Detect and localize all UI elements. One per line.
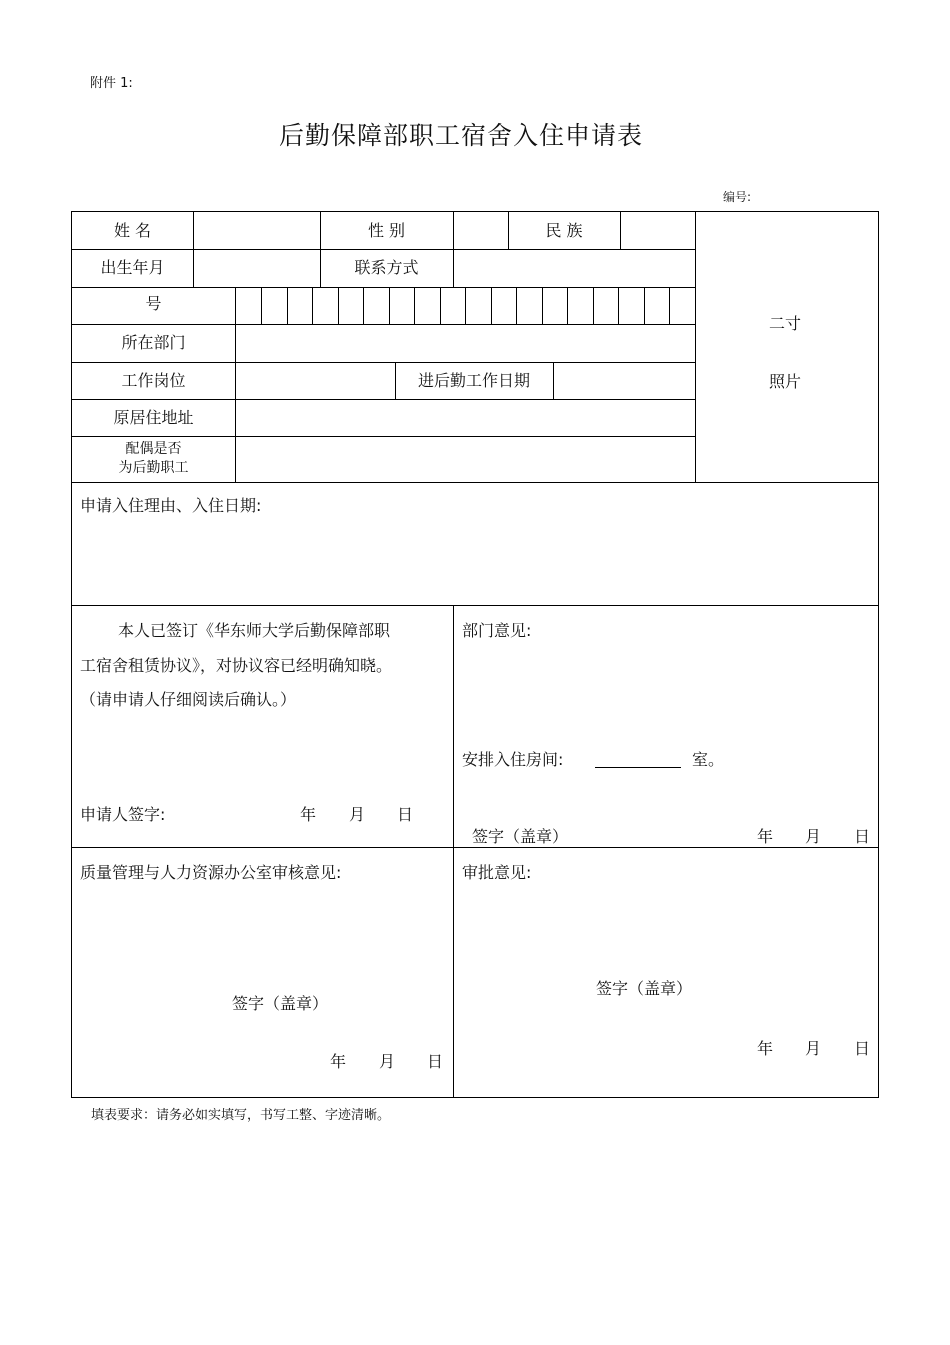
row-divider	[72, 847, 878, 848]
name-input[interactable]	[194, 212, 320, 249]
hr-date-day: 日	[427, 1052, 444, 1071]
birth-label: 出生年月	[100, 258, 165, 278]
row-divider	[72, 482, 878, 483]
dept-date-year: 年	[757, 827, 774, 846]
gender-label: 性 别	[367, 220, 406, 240]
department-label: 所在部门	[121, 333, 186, 353]
dept-date-month: 月	[805, 827, 822, 846]
reason-label: 申请入住理由、入住日期:	[80, 496, 262, 515]
id-number-label: 号	[145, 294, 162, 313]
position-input[interactable]	[236, 362, 395, 399]
approval-date-day: 日	[854, 1039, 871, 1058]
dept-opinion-label: 部门意见:	[462, 621, 532, 640]
photo-label: 照片	[769, 372, 802, 391]
id-number-input[interactable]	[236, 287, 695, 324]
room-number-field[interactable]	[595, 767, 681, 768]
section-divider	[453, 605, 454, 1098]
spouse-input[interactable]	[236, 436, 695, 482]
applicant-date-month: 月	[349, 805, 366, 824]
position-label: 工作岗位	[121, 370, 186, 390]
contact-input[interactable]	[454, 249, 695, 287]
contact-label: 联系方式	[354, 258, 419, 278]
dept-date-day: 日	[854, 827, 871, 846]
agreement-line2: 工宿舍租赁协议》，对协议容已经明确知晓。	[80, 656, 393, 675]
row-divider	[72, 605, 878, 606]
birth-input[interactable]	[194, 249, 320, 287]
hr-date-year: 年	[330, 1052, 347, 1071]
application-form	[71, 211, 879, 1098]
approval-label: 审批意见:	[462, 863, 532, 882]
approval-date-year: 年	[757, 1039, 774, 1058]
former-address-input[interactable]	[236, 399, 695, 436]
spouse-label	[72, 436, 235, 482]
applicant-date-day: 日	[397, 805, 414, 824]
form-title: 后勤保障部职工宿舍入住申请表	[278, 121, 643, 150]
applicant-signature-label: 申请人签字:	[80, 805, 166, 824]
join-date-label: 进后勤工作日期	[417, 370, 530, 390]
hr-signature-label: 签字（盖章）	[232, 994, 329, 1013]
reason-input[interactable]	[72, 517, 878, 602]
approval-date-month: 月	[805, 1039, 822, 1058]
former-address-label: 原居住地址	[113, 407, 194, 427]
room-label: 安排入住房间:	[462, 750, 564, 769]
ethnicity-input[interactable]	[621, 212, 695, 249]
ethnicity-label: 民 族	[545, 220, 583, 240]
spouse-label-line1: 配偶是否	[125, 441, 182, 458]
department-input[interactable]	[236, 324, 695, 362]
attachment-label: 附件 1:	[90, 76, 133, 91]
join-date-input[interactable]	[554, 362, 695, 399]
photo-label-size: 二寸	[769, 314, 802, 333]
approval-signature-label: 签字（盖章）	[596, 979, 693, 998]
name-label: 姓 名	[113, 220, 152, 240]
agreement-line1: 本人已签订《华东师大学后勤保障部职	[118, 621, 391, 640]
hr-date-month: 月	[379, 1052, 396, 1071]
gender-input[interactable]	[454, 212, 508, 249]
room-suffix: 室。	[692, 750, 725, 769]
agreement-line3: （请申请人仔细阅读后确认。）	[80, 690, 297, 709]
applicant-date-year: 年	[300, 805, 317, 824]
spouse-label-line2: 为后勤职工	[118, 460, 189, 476]
footer-note: 填表要求：请务必如实填写，书写工整、字迹清晰。	[91, 1108, 391, 1123]
photo-box	[696, 212, 878, 482]
serial-number-label: 编号:	[723, 190, 752, 204]
dept-signature-label: 签字（盖章）	[472, 827, 569, 846]
hr-opinion-label: 质量管理与人力资源办公室审核意见:	[80, 863, 342, 882]
